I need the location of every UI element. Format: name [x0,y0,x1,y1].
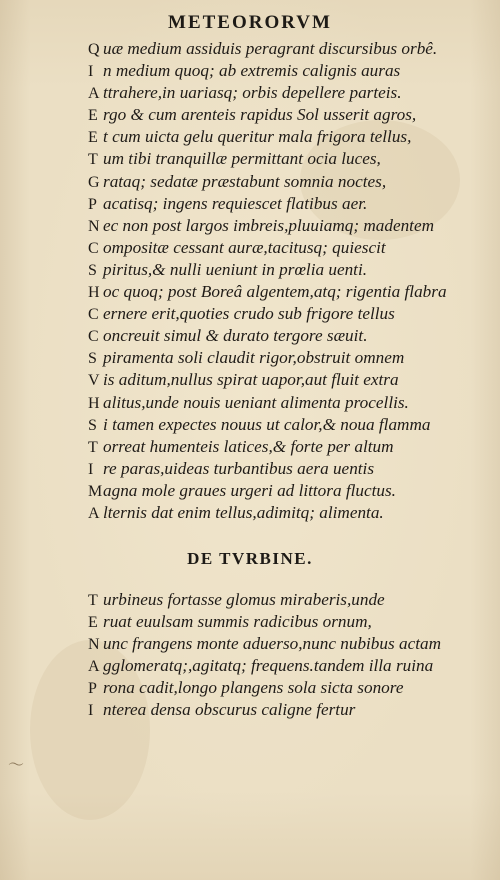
verse-line [88,369,447,391]
verse-line [88,611,441,633]
verse-line [88,325,447,347]
line-initial: P [88,680,97,698]
verse-line [88,193,447,215]
line-text: re paras,uideas turbantibus aera uentis [103,458,375,478]
line-text: acatisq; ingens requiescet flatibus aer. [103,193,368,213]
line-initial: E [88,129,98,147]
line-text: oc quoq; post Boreâ algentem,atq; rigentia flabra [103,282,447,302]
section-title: DE TVRBINE. [187,549,313,568]
line-initial: N [88,217,100,235]
verse-line [88,589,441,611]
line-initial: P [88,195,97,213]
line-text: nterea densa obscurus caligne fertur [103,700,356,720]
line-text: rgo & cum arenteis rapidus Sol usserit agros, [103,105,417,125]
line-initial: V [88,372,100,390]
line-initial: A [88,85,100,103]
verse-line [88,414,447,436]
verse-line [88,655,441,677]
verse-line [88,480,447,502]
line-initial: T [88,438,98,456]
verse-block [88,38,447,524]
line-initial: E [88,614,98,632]
line-text: gglomeratq;,agitatq; frequens.tandem illa ruina [103,656,434,676]
verse-line [88,237,447,259]
verse-line [88,458,447,480]
line-text: uæ medium assiduis peragrant discursibus orbê. [103,39,438,58]
verse-line [88,259,447,281]
line-text: n medium quoq; ab extremis calignis auras [103,61,401,81]
verse-line [88,171,447,193]
verse-line [88,126,447,148]
verse-line [88,82,447,104]
line-initial: M [88,482,103,500]
line-text: um tibi tranquillæ permittant ocia luces, [103,149,381,169]
line-initial: A [88,658,100,676]
verse-line [88,281,447,303]
line-text: urbineus fortasse glomus miraberis,unde [103,590,385,609]
line-text: unc frangens monte aduerso,nunc nubibus actam [103,634,441,654]
running-head: METEORORVM [168,12,332,33]
line-initial: C [88,306,99,324]
verse-line [88,392,447,414]
verse-line [88,38,447,60]
verse-line [88,303,447,325]
line-initial: H [88,394,100,412]
line-initial: S [88,261,97,279]
verse-line [88,60,447,82]
verse-line [88,502,447,524]
line-text: orreat humenteis latices,& forte per altum [103,436,394,456]
line-text: t cum uicta gelu queritur mala frigora tellus, [103,127,412,147]
line-text: oncreuit simul & durato tergore sæuit. [103,326,368,346]
verse-line [88,148,447,170]
line-initial: A [88,504,100,522]
verse-line [88,104,447,126]
line-initial: S [88,350,97,368]
verse-block [88,589,441,722]
line-text: ompositæ cessant auræ,tacitusq; quiescit [103,237,386,257]
line-text: piritus,& nulli ueniunt in prœlia uenti. [103,259,368,279]
line-text: piramenta soli claudit rigor,obstruit omnem [103,348,405,368]
line-text: ec non post largos imbreis,pluuiamq; madentem [103,215,434,235]
verse-line [88,699,441,721]
line-initial: G [88,173,100,191]
margin-mark: 〜 [8,757,25,774]
line-text: lternis dat enim tellus,adimitq; alimenta. [103,502,384,522]
line-text: agna mole graues urgeri ad littora fluctus. [103,480,396,500]
line-initial: N [88,636,100,654]
line-text: i tamen expectes nouus ut calor,& noua flamma [103,414,431,434]
line-initial: C [88,239,99,257]
line-text: rona cadit,longo plangens sola sicta sonore [103,678,404,698]
line-initial: E [88,107,98,125]
line-text: ernere erit,quoties crudo sub frigore tellus [103,304,395,324]
line-initial: H [88,284,100,302]
verse-line [88,215,447,237]
line-text: is aditum,nullus spirat uapor,aut fluit extra [103,370,399,390]
line-initial: T [88,592,98,609]
verse-line [88,633,441,655]
verse-line [88,436,447,458]
line-text: ttrahere,in uariasq; orbis depellere parteis. [103,83,402,103]
verse-line [88,677,441,699]
line-text: alitus,unde nouis ueniant alimenta procellis. [103,392,409,412]
line-initial: C [88,328,99,346]
line-initial: Q [88,41,100,58]
line-initial: S [88,416,97,434]
verse-line [88,347,447,369]
line-initial: I [88,460,94,478]
line-initial: I [88,702,94,720]
line-text: ruat euulsam summis radicibus ornum, [103,612,372,632]
line-initial: T [88,151,98,169]
line-text: rataq; sedatæ præstabunt somnia noctes, [103,171,387,191]
line-initial: I [88,63,94,81]
